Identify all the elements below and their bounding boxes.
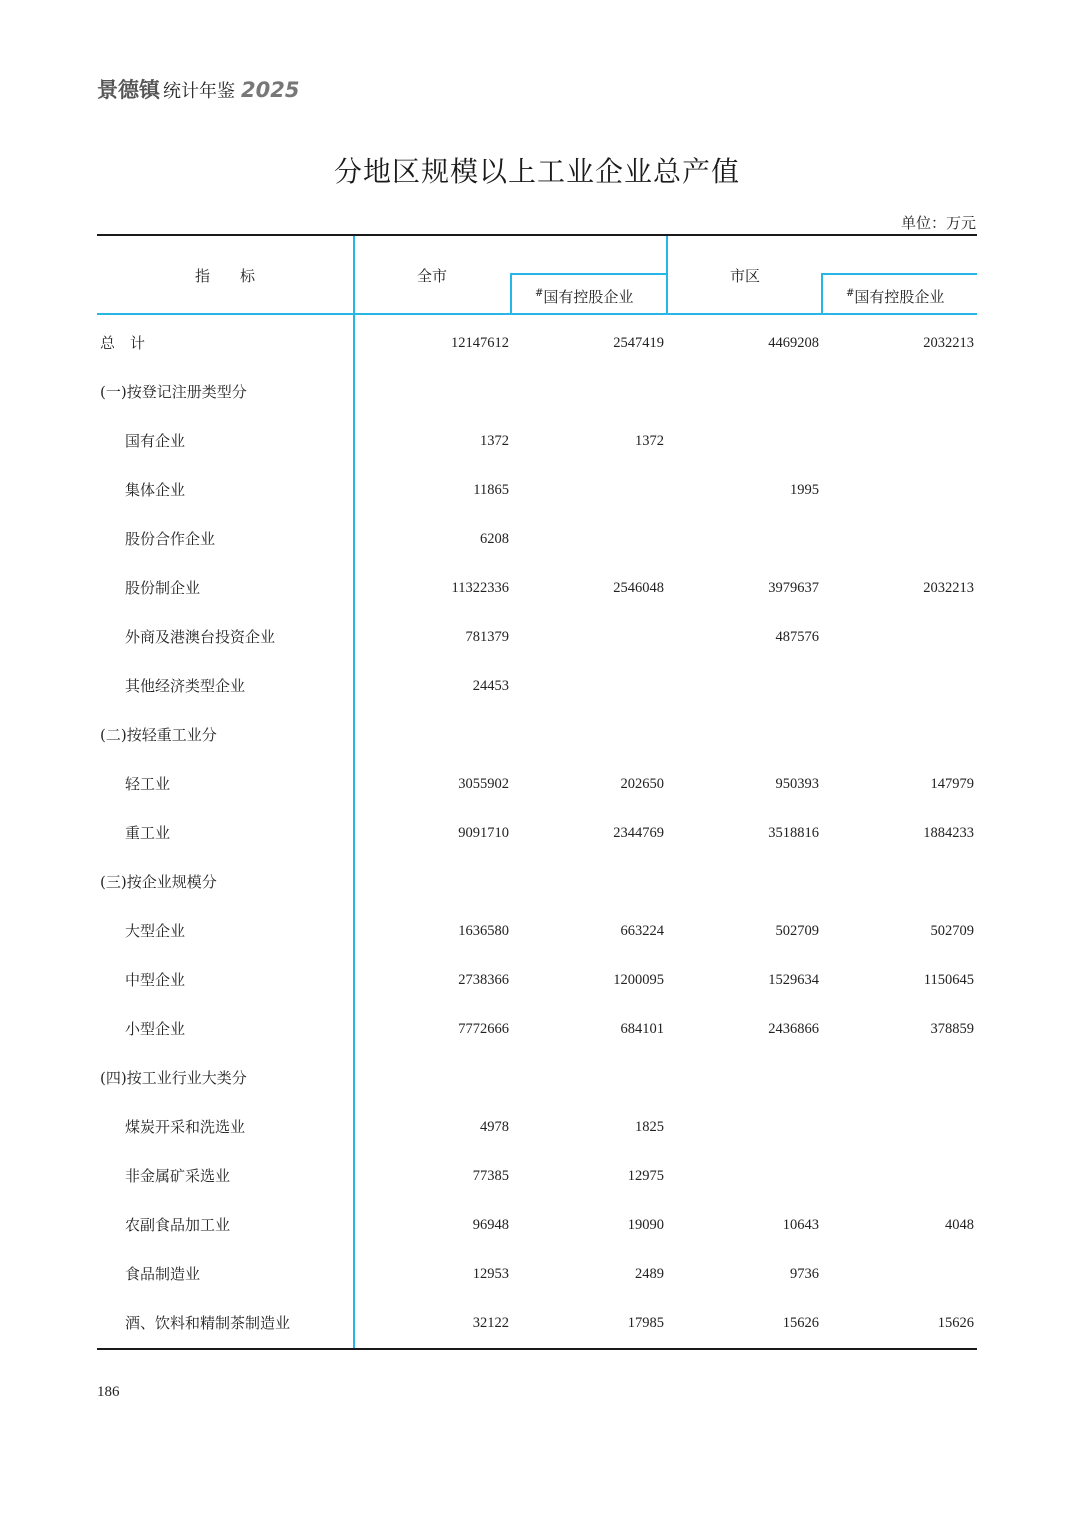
table-cell: 2547419 xyxy=(613,335,664,351)
table-cell: 502709 xyxy=(775,923,819,939)
table-cell: 1372 xyxy=(480,433,509,449)
table-cell: 2546048 xyxy=(613,580,664,596)
row-label: 中型企业 xyxy=(125,971,186,989)
row-label: 非金属矿采选业 xyxy=(125,1167,231,1185)
subheader-divider-1 xyxy=(510,273,512,313)
table-cell: 1150645 xyxy=(923,972,974,988)
table-cell: 7772666 xyxy=(458,1021,509,1037)
table-row xyxy=(97,625,977,674)
table-row xyxy=(97,576,977,625)
subheader-rule-1 xyxy=(510,273,668,275)
row-label: (一)按登记注册类型分 xyxy=(100,383,247,401)
table-cell: 11865 xyxy=(473,482,509,498)
page-number: 186 xyxy=(97,1384,120,1400)
table-row xyxy=(97,1017,977,1066)
district-soe-label: 国有控股企业 xyxy=(854,288,945,306)
table-cell: 2489 xyxy=(635,1266,664,1282)
table-row xyxy=(97,1066,977,1115)
soe-mark: # xyxy=(535,288,544,299)
table-cell: 2032213 xyxy=(923,335,974,351)
column-header-indicator: 指 标 xyxy=(195,267,256,285)
subheader-divider-2 xyxy=(821,273,823,313)
table-cell: 11322336 xyxy=(451,580,509,596)
row-label: (四)按工业行业大类分 xyxy=(100,1069,247,1087)
row-label: (三)按企业规模分 xyxy=(100,873,217,891)
table-cell: 19090 xyxy=(627,1217,664,1233)
table-cell: 502709 xyxy=(930,923,974,939)
row-label: 总 计 xyxy=(100,334,146,352)
table-cell: 3979637 xyxy=(768,580,819,596)
table-row xyxy=(97,380,977,429)
table-cell: 9736 xyxy=(790,1266,819,1282)
row-label: 股份制企业 xyxy=(125,579,201,597)
table-row xyxy=(97,968,977,1017)
table-cell: 24453 xyxy=(472,678,509,694)
row-label: 其他经济类型企业 xyxy=(125,677,246,695)
table-cell: 77385 xyxy=(472,1168,509,1184)
table-row xyxy=(97,331,977,380)
table-row xyxy=(97,478,977,527)
column-header-district: 市区 xyxy=(730,267,761,285)
table-cell: 12147612 xyxy=(451,335,509,351)
table-cell: 15626 xyxy=(782,1315,819,1331)
table-row xyxy=(97,723,977,772)
table-row xyxy=(97,674,977,723)
table-cell: 12953 xyxy=(472,1266,509,1282)
table-row xyxy=(97,1311,977,1360)
table-cell: 663224 xyxy=(620,923,664,939)
table-cell: 2436866 xyxy=(768,1021,819,1037)
page-title: 分地区规模以上工业企业总产值 xyxy=(333,155,740,188)
header-city: 景德镇 xyxy=(97,78,160,102)
table-row xyxy=(97,1213,977,1262)
table-cell: 378859 xyxy=(930,1021,974,1037)
table-row xyxy=(97,870,977,919)
table-row xyxy=(97,527,977,576)
column-header-city-soe xyxy=(535,286,633,307)
header-year: 2025 xyxy=(241,78,300,102)
table-cell: 147979 xyxy=(930,776,974,792)
table-cell: 1825 xyxy=(635,1119,664,1135)
row-label: 重工业 xyxy=(125,824,171,842)
row-label: 集体企业 xyxy=(125,481,186,499)
table-cell: 4469208 xyxy=(768,335,819,351)
table-cell: 96948 xyxy=(472,1217,509,1233)
table-cell: 15626 xyxy=(937,1315,974,1331)
table-cell: 1884233 xyxy=(923,825,974,841)
table-row xyxy=(97,1115,977,1164)
unit-label: 单位：万元 xyxy=(900,214,976,232)
table-row xyxy=(97,821,977,870)
row-label: 股份合作企业 xyxy=(125,530,216,548)
table-cell: 32122 xyxy=(472,1315,509,1331)
table-cell: 1529634 xyxy=(768,972,819,988)
column-header-city-total: 全市 xyxy=(417,267,448,285)
row-label: 农副食品加工业 xyxy=(125,1216,231,1234)
table-cell: 781379 xyxy=(465,629,509,645)
table-cell: 2032213 xyxy=(923,580,974,596)
table-cell: 17985 xyxy=(627,1315,664,1331)
table-row xyxy=(97,1262,977,1311)
table-row xyxy=(97,429,977,478)
row-label: 国有企业 xyxy=(125,432,186,450)
table-cell: 684101 xyxy=(620,1021,664,1037)
subheader-rule-2 xyxy=(821,273,977,275)
table-cell: 9091710 xyxy=(458,825,509,841)
table-row xyxy=(97,772,977,821)
row-label: 外商及港澳台投资企业 xyxy=(125,628,276,646)
running-header xyxy=(97,74,299,104)
table-cell: 487576 xyxy=(775,629,819,645)
table-top-rule xyxy=(97,234,977,236)
table-cell: 10643 xyxy=(782,1217,819,1233)
table-cell: 1995 xyxy=(790,482,819,498)
table-cell: 4048 xyxy=(945,1217,974,1233)
table-cell: 1200095 xyxy=(613,972,664,988)
table-row xyxy=(97,1164,977,1213)
table-cell: 1372 xyxy=(635,433,664,449)
table-cell: 2738366 xyxy=(458,972,509,988)
header-book: 统计年鉴 xyxy=(163,81,235,102)
table-cell: 4978 xyxy=(480,1119,509,1135)
row-label: 大型企业 xyxy=(125,922,186,940)
row-label: 酒、饮料和精制茶制造业 xyxy=(125,1314,291,1332)
soe-mark: # xyxy=(846,288,855,299)
column-header-district-soe xyxy=(846,286,944,307)
table-cell: 202650 xyxy=(620,776,664,792)
header-bottom-rule xyxy=(97,313,977,315)
table-cell: 1636580 xyxy=(458,923,509,939)
table-cell: 6208 xyxy=(480,531,509,547)
row-label: 食品制造业 xyxy=(125,1265,201,1283)
table-cell: 2344769 xyxy=(613,825,664,841)
row-label: (二)按轻重工业分 xyxy=(100,726,217,744)
row-label: 轻工业 xyxy=(125,775,171,793)
table-cell: 12975 xyxy=(627,1168,664,1184)
table-cell: 3055902 xyxy=(458,776,509,792)
table-cell: 950393 xyxy=(775,776,819,792)
table-cell: 3518816 xyxy=(768,825,819,841)
city-soe-label: 国有控股企业 xyxy=(543,288,634,306)
row-label: 小型企业 xyxy=(125,1020,186,1038)
table-row xyxy=(97,919,977,968)
row-label: 煤炭开采和洗选业 xyxy=(125,1118,246,1136)
